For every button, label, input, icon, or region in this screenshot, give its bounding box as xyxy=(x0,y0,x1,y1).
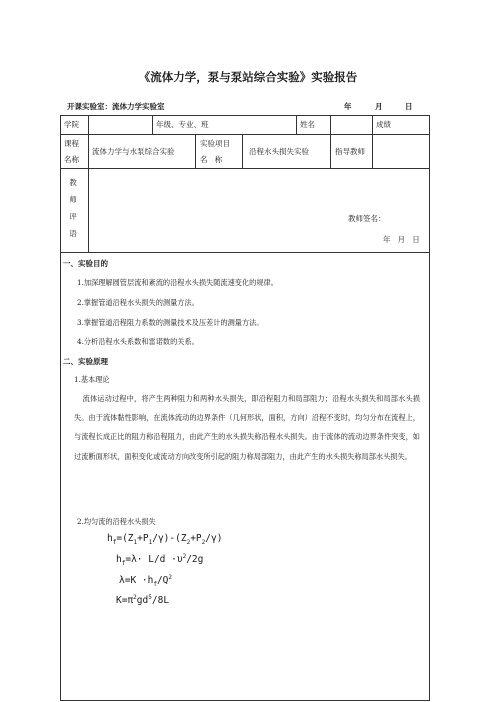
formula-lambda: $\lambda=K \cdot h_f/Q^2$ xyxy=(119,574,173,589)
col-divider xyxy=(296,115,297,134)
comment-label-char: 师 xyxy=(69,195,77,204)
col-divider xyxy=(372,134,373,168)
formula-head-loss: $h_f=(Z_1+P_1/\gamma)-(Z_2+P_2/\gamma)$ xyxy=(107,533,223,546)
project-name-value: 沿程水头损失实验 xyxy=(249,147,309,156)
purpose-item: 4.分析沿程水头系数和雷诺数的关系。 xyxy=(77,337,199,346)
section-heading-principle: 二、实验原理 xyxy=(63,357,108,366)
course-name-label-line1: 课程 xyxy=(64,139,79,148)
college-label: 学院 xyxy=(64,120,79,129)
comment-label-char: 教 xyxy=(69,178,77,187)
day-label: 日 xyxy=(405,102,413,111)
formula-darcy: $h_f=\lambda\cdot L/d \cdot\upsilon^2/2g$ xyxy=(116,553,204,568)
purpose-item: 1.加深理解圆管层流和紊流的沿程水头损失随流速变化的规律。 xyxy=(77,278,278,287)
uniform-flow-heading: 2.均匀流的沿程水头损失 xyxy=(77,517,156,526)
col-divider xyxy=(88,115,89,134)
score-label: 成绩 xyxy=(376,120,391,129)
comment-date: 年 月 日 xyxy=(383,235,420,244)
project-label-line2: 名 称 xyxy=(200,155,223,164)
teacher-signature-label: 教师签名： xyxy=(348,214,386,223)
course-name-label-line2: 名称 xyxy=(64,155,79,164)
comment-label-char: 评 xyxy=(69,212,77,221)
col-divider xyxy=(242,134,243,168)
row-divider xyxy=(60,134,430,135)
course-name-value: 流体力学与水泵综合实验 xyxy=(92,147,175,156)
col-divider xyxy=(372,115,373,134)
lab-label: 开课实验室：流体力学实验室 xyxy=(67,102,165,111)
row-divider xyxy=(60,252,430,253)
grade-major-class-label: 年级、专业、班 xyxy=(156,120,209,129)
basic-theory-heading: 1.基本理论 xyxy=(74,375,110,384)
col-divider xyxy=(330,115,331,134)
section-heading-purpose: 一、实验目的 xyxy=(63,259,108,268)
name-label: 姓名 xyxy=(300,120,315,129)
row-divider xyxy=(60,168,430,169)
comment-label-char: 语 xyxy=(69,229,77,238)
report-title: 《流体力学，泵与泵站综合实验》实验报告 xyxy=(138,70,358,84)
instructor-label: 指导教师 xyxy=(335,147,365,156)
purpose-item: 2.掌握管道沿程水头损失的测量方法。 xyxy=(77,298,199,307)
year-label: 年 xyxy=(344,102,352,111)
col-divider xyxy=(330,134,331,168)
col-divider xyxy=(195,134,196,168)
formula-k: $K=\pi^2gd^5/8L$ xyxy=(116,594,170,607)
col-divider xyxy=(88,134,89,168)
project-label-line1: 实验项目 xyxy=(200,139,230,148)
col-divider xyxy=(88,168,89,252)
month-label: 月 xyxy=(375,102,383,111)
purpose-item: 3.掌握管道沿程阻力系数的测量技术及压差计的测量方法。 xyxy=(77,318,264,327)
col-divider xyxy=(152,115,153,134)
theory-paragraph: 流体运动过程中，将产生两种阻力和两种水头损失，即沿程阻力和局部阻力；沿程水头损失和局部水头损失。由于流体黏性影响，在流体流动的边界条件（几何形状，面积，方向）沿程不变时，均匀分布在流程上，与流程长成正比的阻力称沿程阻力，由此产生的水头损失称沿程水头损失。由于流体的流动边界条件突变，如过流断面形状，面积变化或流动方向改变所引起的阻力称局部阻力，由此产生的水头损失称局部水头损失。 xyxy=(74,394,420,461)
